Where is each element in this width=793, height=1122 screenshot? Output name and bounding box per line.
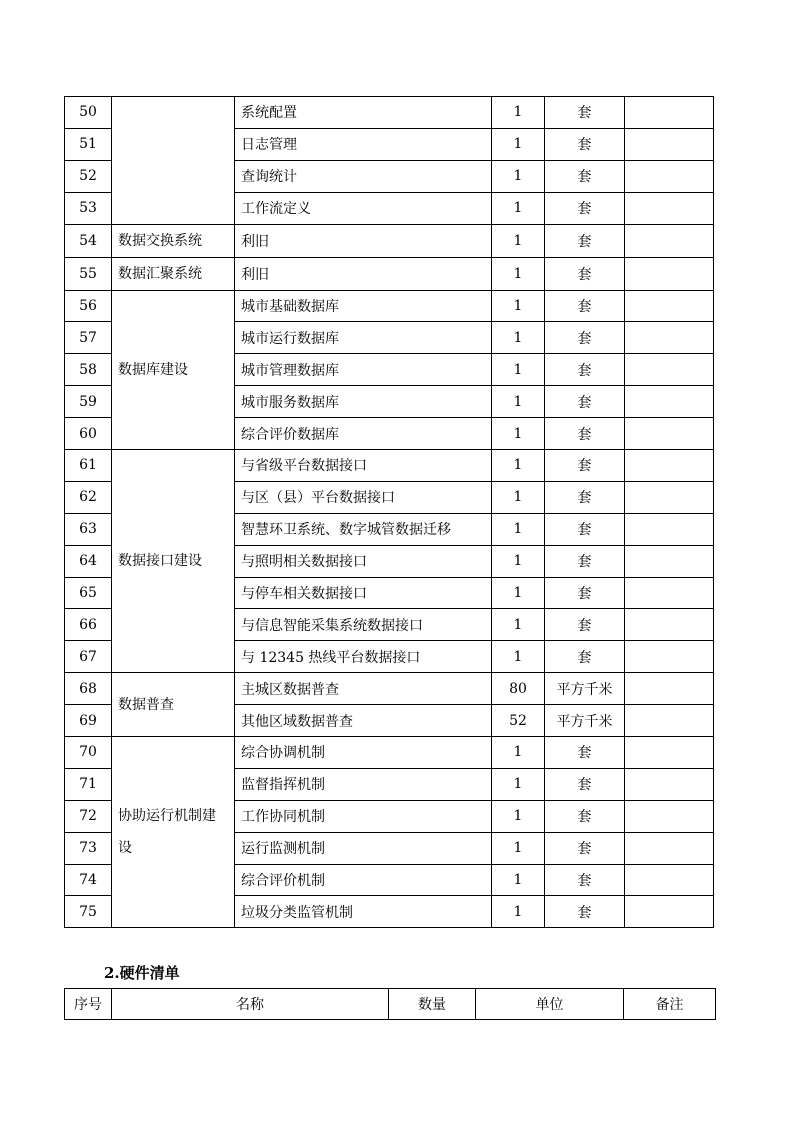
item-name: 综合评价数据库	[235, 418, 492, 450]
item-unit: 套	[545, 192, 625, 224]
item-unit: 套	[545, 418, 625, 450]
item-unit: 套	[545, 386, 625, 418]
item-quantity: 1	[492, 737, 545, 769]
category-cell: 协助运行机制建设	[112, 737, 235, 928]
software-list-table	[64, 96, 714, 928]
item-name: 与信息智能采集系统数据接口	[235, 609, 492, 641]
item-unit: 套	[545, 290, 625, 322]
item-name: 城市管理数据库	[235, 354, 492, 386]
item-unit: 套	[545, 768, 625, 800]
row-number: 64	[65, 545, 112, 577]
item-unit: 套	[545, 800, 625, 832]
item-remark	[625, 224, 714, 257]
table-row	[65, 673, 714, 705]
item-name: 利旧	[235, 257, 492, 290]
item-quantity: 1	[492, 128, 545, 160]
row-number: 61	[65, 450, 112, 482]
item-remark	[625, 545, 714, 577]
item-name: 与 12345 热线平台数据接口	[235, 641, 492, 673]
category-cell: 数据接口建设	[112, 450, 235, 673]
item-quantity: 1	[492, 418, 545, 450]
table-row	[65, 224, 714, 257]
row-number: 69	[65, 705, 112, 737]
item-name: 运行监测机制	[235, 832, 492, 864]
row-number: 57	[65, 322, 112, 354]
item-name: 智慧环卫系统、数字城管数据迁移	[235, 513, 492, 545]
item-remark	[625, 97, 714, 129]
row-number: 66	[65, 609, 112, 641]
item-name: 工作协同机制	[235, 800, 492, 832]
row-number: 62	[65, 481, 112, 513]
item-quantity: 1	[492, 481, 545, 513]
item-remark	[625, 577, 714, 609]
item-unit: 套	[545, 354, 625, 386]
item-remark	[625, 160, 714, 192]
item-quantity: 1	[492, 800, 545, 832]
item-name: 查询统计	[235, 160, 492, 192]
row-number: 68	[65, 673, 112, 705]
item-remark	[625, 481, 714, 513]
item-unit: 套	[545, 128, 625, 160]
item-quantity: 1	[492, 290, 545, 322]
item-name: 与停车相关数据接口	[235, 577, 492, 609]
item-remark	[625, 864, 714, 896]
item-remark	[625, 737, 714, 769]
item-name: 与照明相关数据接口	[235, 545, 492, 577]
item-remark	[625, 800, 714, 832]
item-remark	[625, 257, 714, 290]
item-unit: 套	[545, 609, 625, 641]
item-quantity: 1	[492, 354, 545, 386]
item-name: 监督指挥机制	[235, 768, 492, 800]
item-quantity: 1	[492, 322, 545, 354]
row-number: 52	[65, 160, 112, 192]
item-quantity: 1	[492, 386, 545, 418]
row-number: 58	[65, 354, 112, 386]
item-quantity: 1	[492, 832, 545, 864]
category-cell: 数据汇聚系统	[112, 257, 235, 290]
item-quantity: 1	[492, 224, 545, 257]
table-row	[65, 450, 714, 482]
item-unit: 套	[545, 896, 625, 928]
item-name: 城市服务数据库	[235, 386, 492, 418]
item-unit: 套	[545, 864, 625, 896]
item-remark	[625, 322, 714, 354]
item-quantity: 1	[492, 513, 545, 545]
item-name: 城市运行数据库	[235, 322, 492, 354]
item-quantity: 1	[492, 896, 545, 928]
item-remark	[625, 290, 714, 322]
header-row	[65, 989, 716, 1020]
item-quantity: 80	[492, 673, 545, 705]
item-remark	[625, 513, 714, 545]
row-number: 59	[65, 386, 112, 418]
category-cell: 数据普查	[112, 673, 235, 737]
item-quantity: 1	[492, 768, 545, 800]
item-quantity: 1	[492, 192, 545, 224]
item-remark	[625, 386, 714, 418]
item-remark	[625, 418, 714, 450]
table-row	[65, 737, 714, 769]
item-unit: 套	[545, 97, 625, 129]
item-unit: 套	[545, 450, 625, 482]
row-number: 71	[65, 768, 112, 800]
item-name: 利旧	[235, 224, 492, 257]
row-number: 67	[65, 641, 112, 673]
item-unit: 套	[545, 160, 625, 192]
row-number: 54	[65, 224, 112, 257]
item-name: 其他区域数据普查	[235, 705, 492, 737]
item-unit: 套	[545, 513, 625, 545]
item-unit: 套	[545, 322, 625, 354]
item-name: 城市基础数据库	[235, 290, 492, 322]
table-row	[65, 257, 714, 290]
item-unit: 套	[545, 481, 625, 513]
item-unit: 套	[545, 257, 625, 290]
table-row	[65, 97, 714, 129]
row-number: 51	[65, 128, 112, 160]
item-remark	[625, 354, 714, 386]
item-unit: 套	[545, 832, 625, 864]
item-remark	[625, 128, 714, 160]
row-number: 73	[65, 832, 112, 864]
category-cell	[112, 97, 235, 225]
row-number: 60	[65, 418, 112, 450]
row-number: 63	[65, 513, 112, 545]
item-quantity: 1	[492, 864, 545, 896]
row-number: 53	[65, 192, 112, 224]
item-name: 综合评价机制	[235, 864, 492, 896]
item-unit: 套	[545, 737, 625, 769]
header-remark: 备注	[624, 989, 716, 1020]
item-unit: 套	[545, 545, 625, 577]
item-remark	[625, 641, 714, 673]
item-quantity: 52	[492, 705, 545, 737]
header-no: 序号	[65, 989, 112, 1020]
item-name: 工作流定义	[235, 192, 492, 224]
item-quantity: 1	[492, 450, 545, 482]
row-number: 65	[65, 577, 112, 609]
row-number: 50	[65, 97, 112, 129]
item-quantity: 1	[492, 97, 545, 129]
section-heading: 2.硬件清单	[104, 964, 180, 982]
row-number: 74	[65, 864, 112, 896]
row-number: 75	[65, 896, 112, 928]
item-quantity: 1	[492, 609, 545, 641]
item-remark	[625, 450, 714, 482]
item-quantity: 1	[492, 641, 545, 673]
item-quantity: 1	[492, 545, 545, 577]
table-row	[65, 290, 714, 322]
item-name: 与区（县）平台数据接口	[235, 481, 492, 513]
item-name: 垃圾分类监管机制	[235, 896, 492, 928]
row-number: 70	[65, 737, 112, 769]
software-list-body	[65, 97, 714, 928]
item-remark	[625, 896, 714, 928]
item-quantity: 1	[492, 257, 545, 290]
category-cell: 数据库建设	[112, 290, 235, 449]
item-unit: 平方千米	[545, 705, 625, 737]
row-number: 55	[65, 257, 112, 290]
item-remark	[625, 832, 714, 864]
item-name: 与省级平台数据接口	[235, 450, 492, 482]
item-remark	[625, 705, 714, 737]
item-unit: 套	[545, 641, 625, 673]
item-name: 日志管理	[235, 128, 492, 160]
header-qty: 数量	[389, 989, 476, 1020]
item-name: 主城区数据普查	[235, 673, 492, 705]
row-number: 56	[65, 290, 112, 322]
header-unit: 单位	[476, 989, 624, 1020]
hardware-list-table	[64, 988, 716, 1020]
item-remark	[625, 609, 714, 641]
category-cell: 数据交换系统	[112, 224, 235, 257]
item-quantity: 1	[492, 577, 545, 609]
item-unit: 套	[545, 577, 625, 609]
item-remark	[625, 768, 714, 800]
header-name: 名称	[112, 989, 389, 1020]
item-unit: 平方千米	[545, 673, 625, 705]
item-remark	[625, 673, 714, 705]
row-number: 72	[65, 800, 112, 832]
item-name: 系统配置	[235, 97, 492, 129]
item-unit: 套	[545, 224, 625, 257]
item-name: 综合协调机制	[235, 737, 492, 769]
item-quantity: 1	[492, 160, 545, 192]
item-remark	[625, 192, 714, 224]
